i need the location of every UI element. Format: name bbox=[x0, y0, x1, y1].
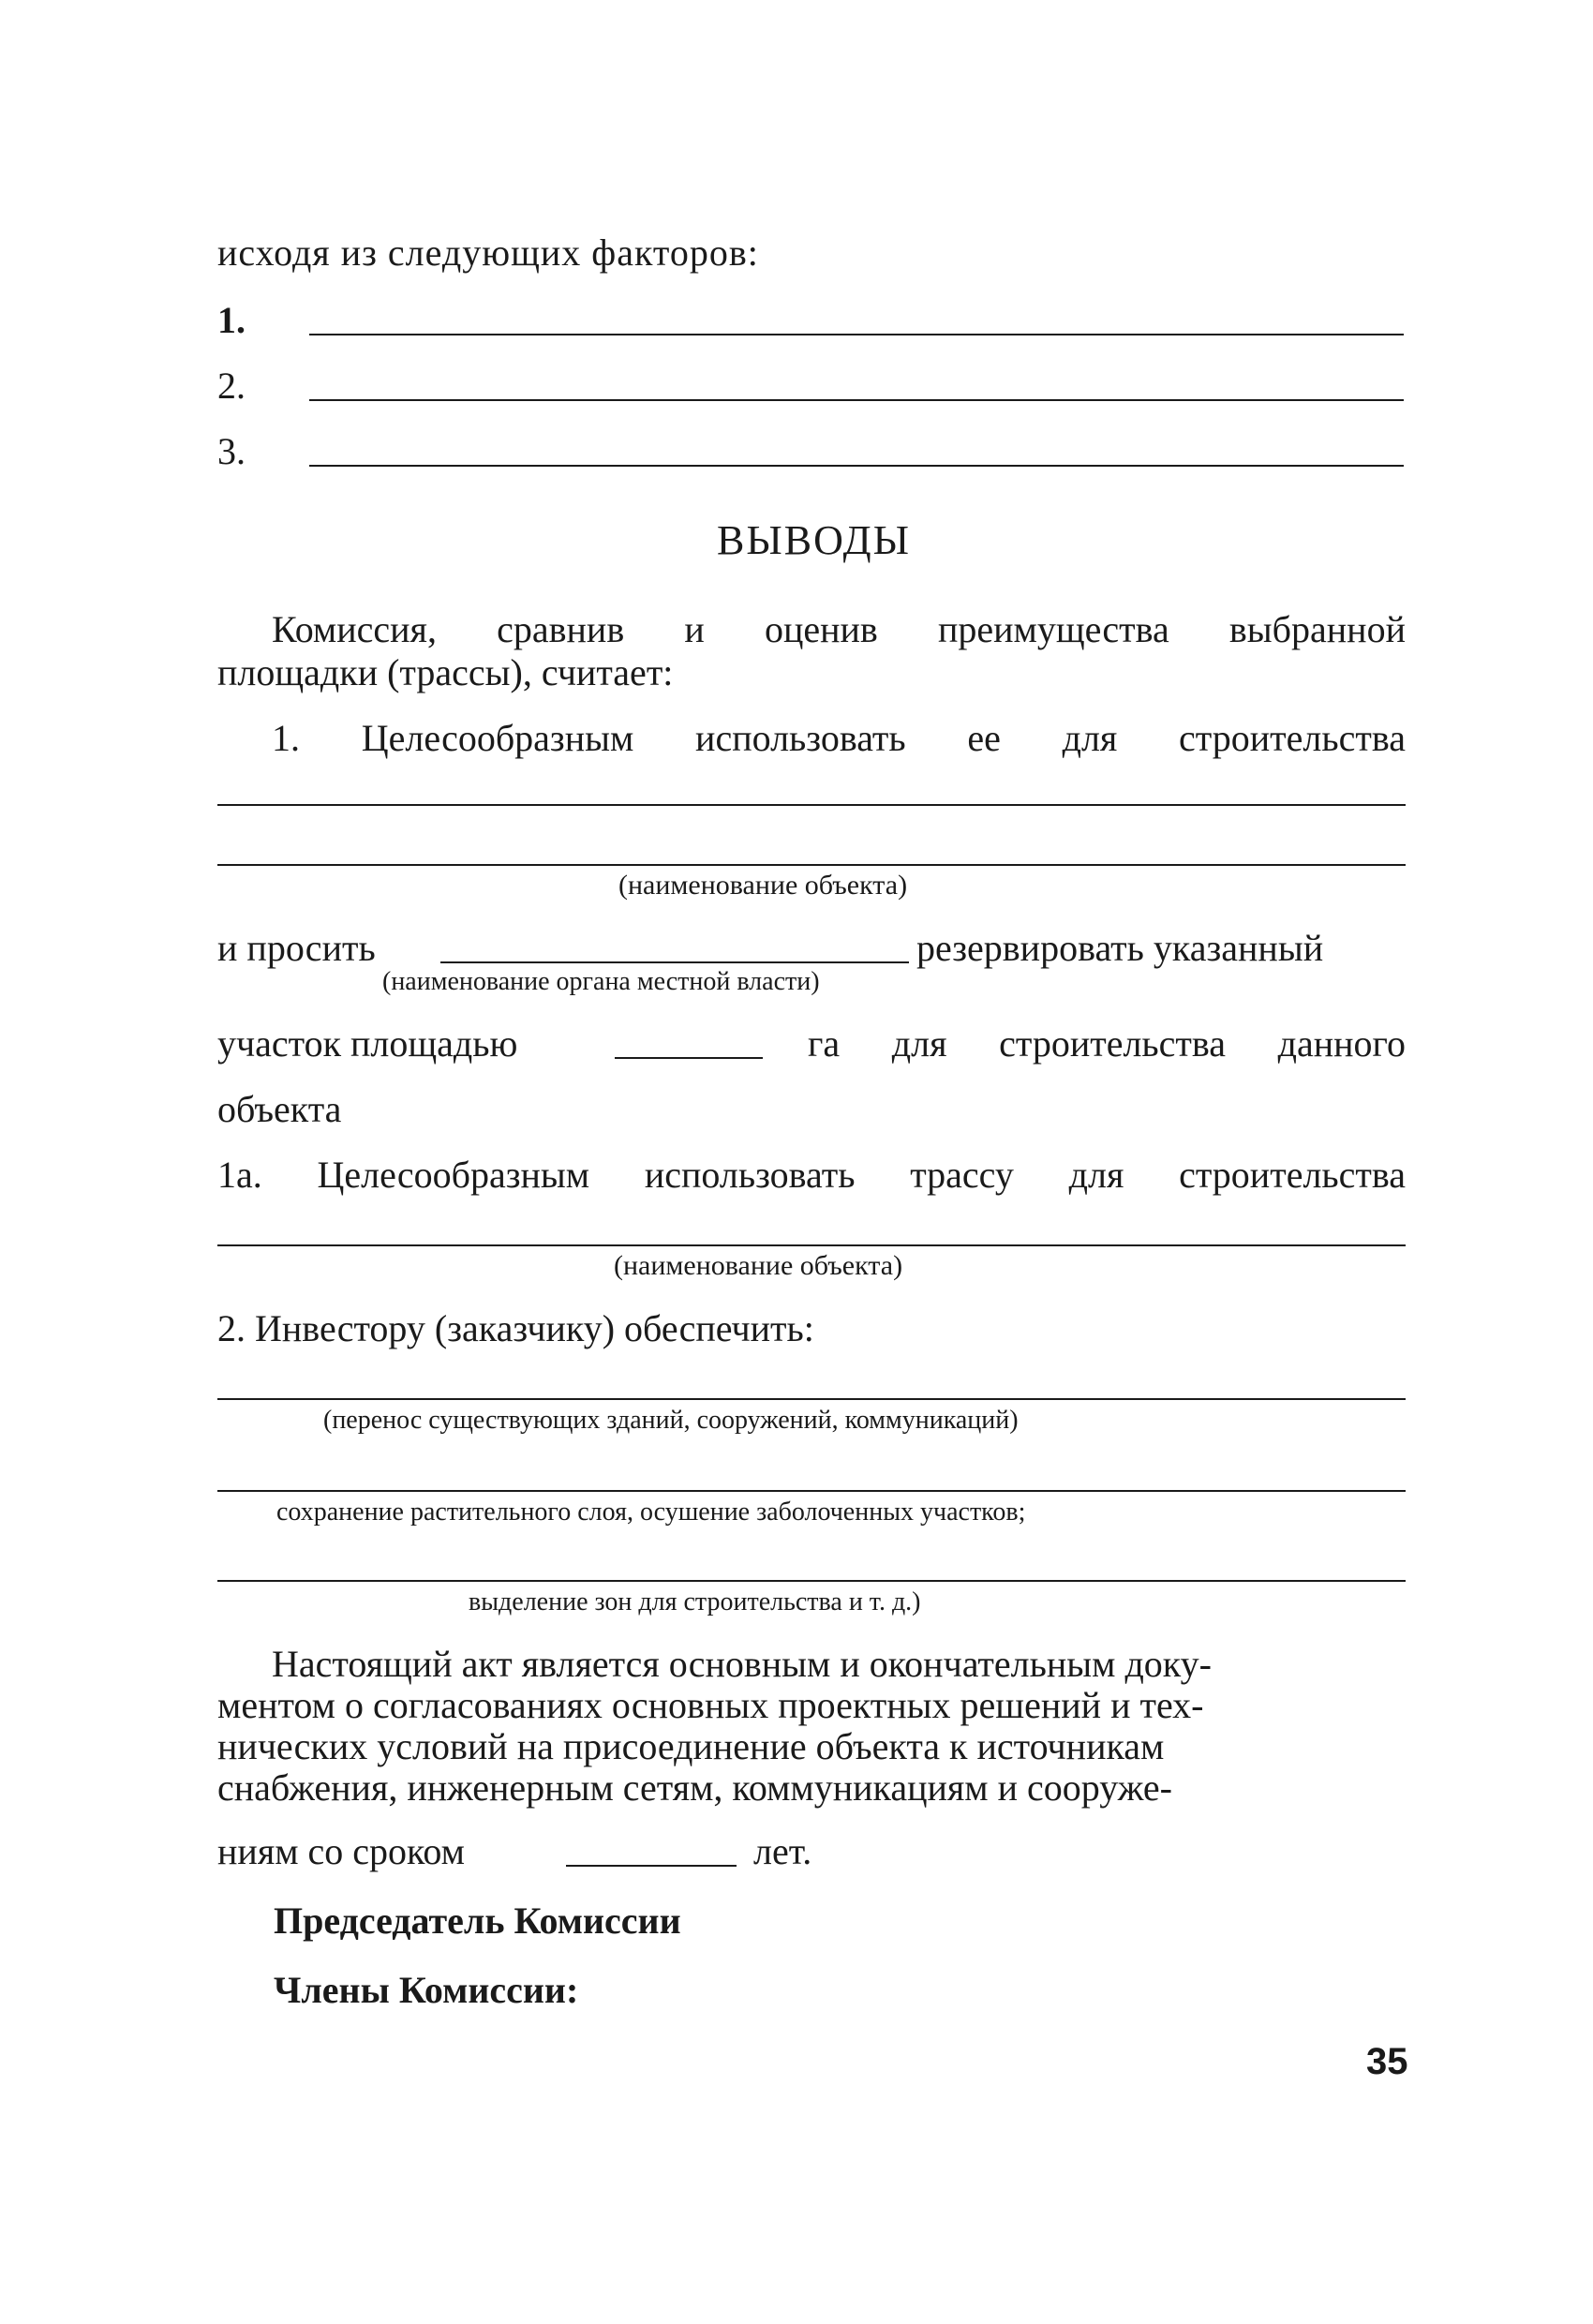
item1a-word: трассу bbox=[910, 1154, 1014, 1196]
para1-word: и bbox=[684, 608, 705, 650]
provision-line-2 bbox=[217, 1490, 1406, 1492]
item1a-word: 1а. bbox=[217, 1154, 262, 1196]
intro-text: исходя из следующих факторов: bbox=[217, 231, 759, 274]
request-prefix: и просить bbox=[217, 927, 376, 969]
final-line-5-suffix: лет. bbox=[753, 1830, 812, 1872]
page-number: 35 bbox=[1366, 2041, 1408, 2082]
para1-line1 bbox=[272, 608, 1406, 650]
para1-word: преимущества bbox=[937, 608, 1169, 650]
para1-line2: площадки (трассы), считает: bbox=[217, 651, 674, 693]
area-word: для bbox=[891, 1022, 947, 1065]
authority-caption: (наименование органа местной власти) bbox=[382, 967, 820, 996]
item1-word: для bbox=[1062, 717, 1118, 759]
item1a-word: для bbox=[1068, 1154, 1124, 1196]
item1-line bbox=[272, 717, 1406, 759]
area-word: га bbox=[808, 1022, 841, 1065]
item2-text: 2. Инвестору (заказчику) обеспечить: bbox=[217, 1307, 814, 1349]
final-line-3: нических условий на присоединение объекта к источникам bbox=[217, 1725, 1165, 1767]
chairman-label: Председатель Комиссии bbox=[274, 1899, 681, 1942]
route-object-caption: (наименование объекта) bbox=[614, 1250, 903, 1281]
item1-word: использовать bbox=[695, 717, 906, 759]
area-suffix bbox=[808, 1022, 1406, 1065]
final-line-2: ментом о согласованиях основных проектных решений и тех- bbox=[217, 1684, 1204, 1726]
item1-word: строительства bbox=[1179, 717, 1406, 759]
provision-caption-2: сохранение растительного слоя, осушение заболоченных участков; bbox=[276, 1497, 1026, 1527]
item1a-line bbox=[217, 1156, 1406, 1194]
para1-word: Комиссия, bbox=[272, 608, 437, 650]
factor-number-3: 3. bbox=[217, 430, 246, 472]
request-suffix: резервировать указанный bbox=[916, 927, 1324, 969]
factor-number-2: 2. bbox=[217, 365, 246, 407]
factor-line-2 bbox=[309, 399, 1404, 401]
route-object-line bbox=[217, 1244, 1406, 1246]
final-line-1: Настоящий акт является основным и окончательным доку- bbox=[272, 1643, 1212, 1685]
item1-word: 1. bbox=[272, 717, 300, 759]
section-heading: ВЫВОДЫ bbox=[717, 517, 912, 563]
item1a-word: строительства bbox=[1179, 1154, 1406, 1196]
para1-word: сравнив bbox=[497, 608, 625, 650]
object-name-line-2 bbox=[217, 864, 1406, 866]
authority-line bbox=[440, 961, 909, 963]
area-prefix: участок площадью bbox=[217, 1022, 518, 1065]
item1a-word: использовать bbox=[644, 1154, 856, 1196]
para1-word: выбранной bbox=[1228, 608, 1406, 650]
factor-number-1: 1. bbox=[217, 299, 246, 341]
members-label: Члены Комиссии: bbox=[274, 1969, 579, 2011]
provision-line-3 bbox=[217, 1580, 1406, 1582]
final-line-4: снабжения, инженерным сетям, коммуникациям и сооруже- bbox=[217, 1766, 1172, 1809]
para1-word: оценив bbox=[764, 608, 878, 650]
provision-caption-1: (перенос существующих зданий, сооружений, коммуникаций) bbox=[323, 1406, 1019, 1435]
provision-line-1 bbox=[217, 1398, 1406, 1400]
item1-word: ее bbox=[967, 717, 1001, 759]
area-line bbox=[615, 1057, 763, 1059]
item1-word: Целесообразным bbox=[361, 717, 634, 759]
factor-line-3 bbox=[309, 465, 1404, 467]
final-line-5-prefix: ниям со сроком bbox=[217, 1830, 465, 1872]
object-name-line-1 bbox=[217, 804, 1406, 806]
object-tail: объекта bbox=[217, 1088, 342, 1130]
factor-line-1 bbox=[309, 334, 1404, 335]
term-line bbox=[566, 1865, 737, 1867]
object-name-caption: (наименование объекта) bbox=[618, 870, 908, 901]
area-word: строительства bbox=[999, 1022, 1227, 1065]
area-word: данного bbox=[1277, 1022, 1406, 1065]
provision-caption-3: выделение зон для строительства и т. д.) bbox=[469, 1587, 921, 1616]
item1a-word: Целесообразным bbox=[317, 1154, 590, 1196]
